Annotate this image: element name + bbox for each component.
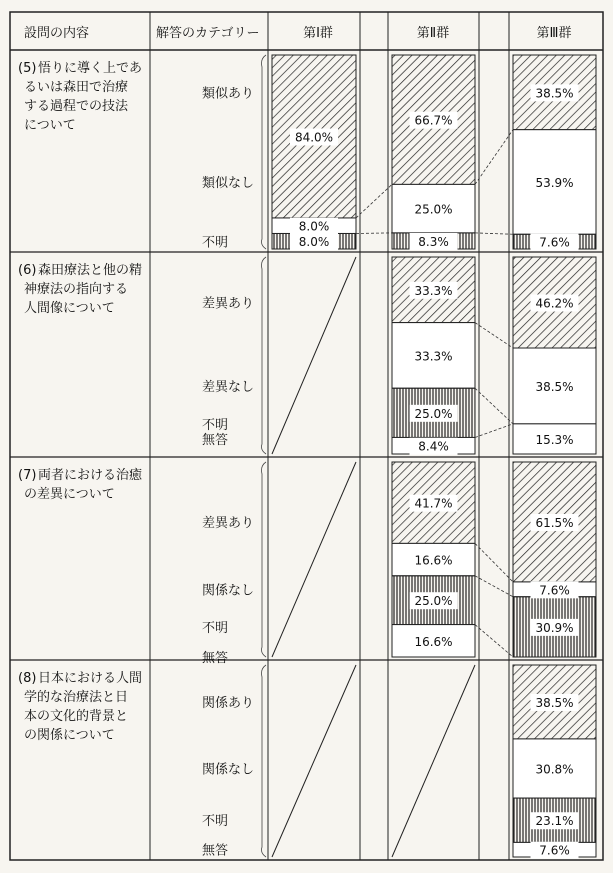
category-label: 不明: [202, 620, 229, 636]
data-label: 33.3%: [414, 283, 453, 298]
question-line: の差異について: [24, 487, 115, 502]
data-label: 15.3%: [535, 432, 574, 447]
category-label: 類似あり: [202, 86, 255, 102]
data-label: 38.5%: [535, 379, 574, 394]
segment-connector: [356, 233, 392, 234]
segment-connector: [475, 424, 513, 438]
data-label: 7.6%: [539, 235, 570, 250]
category-brace: [262, 257, 267, 454]
category-label: 差異なし: [202, 379, 255, 395]
data-label: 16.6%: [414, 553, 453, 568]
segment-connector: [475, 388, 513, 424]
header-group-3: 第Ⅲ群: [536, 26, 572, 41]
category-label: 不明: [202, 235, 229, 251]
data-label: 23.1%: [535, 814, 574, 829]
category-brace: [262, 55, 267, 249]
data-label: 53.9%: [535, 175, 574, 190]
category-label: 無答: [202, 432, 229, 448]
no-data-diagonal: [272, 257, 356, 454]
data-label: 7.6%: [539, 843, 570, 858]
header-topic: 設問の内容: [24, 26, 90, 41]
category-label: 関係あり: [202, 695, 255, 711]
question-number: (5): [18, 61, 37, 76]
category-brace: [262, 462, 267, 657]
question-line: の関係について: [24, 728, 115, 743]
data-label: 8.0%: [298, 219, 330, 234]
no-data-diagonal: [272, 665, 356, 857]
question-number: (7): [18, 468, 37, 483]
no-data-diagonal: [272, 462, 356, 657]
question-line: 本の文化的背景と: [24, 709, 129, 724]
data-label: 30.8%: [535, 762, 574, 777]
data-label: 41.7%: [414, 496, 453, 511]
data-label: 16.6%: [414, 634, 453, 649]
segment-connector: [475, 323, 513, 348]
data-label: 38.5%: [535, 86, 574, 101]
category-label: 差異あり: [202, 515, 255, 531]
question-line: について: [24, 118, 76, 133]
question-line: 両者における治癒: [38, 468, 143, 483]
segment-connector: [475, 625, 513, 657]
question-line: るいは森田で治療: [24, 80, 129, 95]
question-line: 日本における人間: [38, 671, 143, 686]
category-label: 無答: [202, 843, 229, 859]
header-group-1: 第Ⅰ群: [303, 26, 333, 41]
category-label: 無答: [202, 651, 229, 666]
category-label: 不明: [202, 417, 229, 433]
segment-connector: [475, 543, 513, 582]
segment-connector: [475, 233, 513, 234]
header-category: 解答のカテゴリー: [156, 26, 260, 41]
data-label: 33.3%: [414, 349, 453, 364]
category-brace: [262, 665, 267, 857]
data-label: 61.5%: [535, 515, 574, 530]
data-label: 7.6%: [539, 583, 570, 598]
segment-connector: [356, 184, 392, 218]
segment-connector: [475, 130, 513, 185]
header-group-2: 第Ⅱ群: [416, 26, 450, 41]
category-label: 差異あり: [202, 296, 255, 312]
data-label: 38.5%: [535, 695, 574, 710]
question-line: 人間像について: [24, 301, 115, 316]
data-label: 84.0%: [294, 130, 334, 145]
question-line: 悟りに導く上であ: [38, 61, 143, 76]
data-label: 46.2%: [535, 296, 574, 311]
no-data-diagonal: [392, 665, 475, 857]
category-label: 不明: [202, 814, 229, 830]
category-label: 類似なし: [202, 175, 255, 191]
question-line: 神療法の指向する: [24, 282, 129, 297]
data-label: 25.0%: [414, 202, 453, 217]
category-label: 関係なし: [202, 762, 255, 778]
data-label: 8.4%: [418, 439, 449, 454]
data-label: 66.7%: [414, 113, 453, 128]
question-number: (8): [18, 671, 37, 686]
data-label: 25.0%: [414, 594, 453, 609]
data-label: 8.3%: [418, 234, 449, 249]
segment-connector: [475, 576, 513, 597]
data-label: 30.9%: [535, 620, 574, 635]
data-label: 25.0%: [414, 406, 453, 421]
question-number: (6): [18, 263, 37, 278]
question-line: 学的な治療法と日: [24, 690, 129, 705]
question-line: する過程での技法: [24, 99, 129, 114]
data-label: 8.0%: [298, 235, 330, 250]
category-label: 関係なし: [202, 583, 255, 599]
question-line: 森田療法と他の精: [38, 263, 143, 278]
